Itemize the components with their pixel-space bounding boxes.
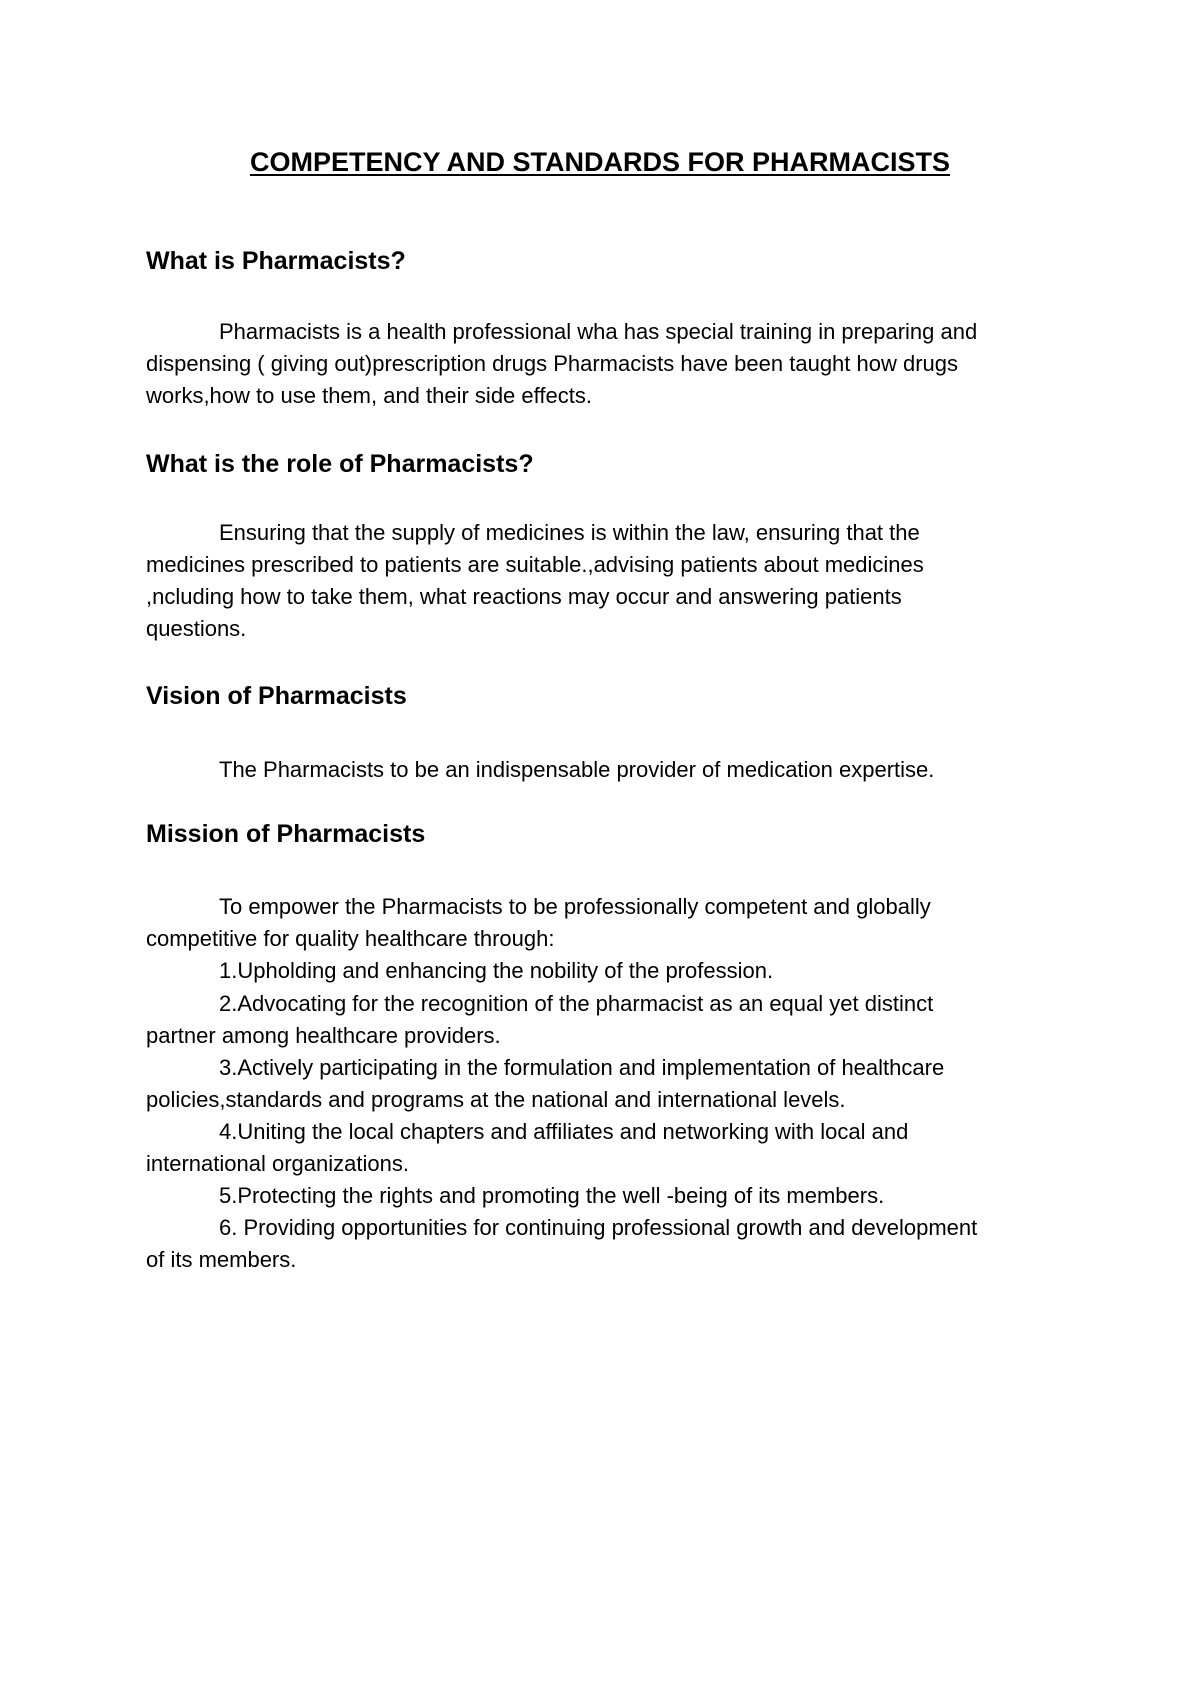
- list-item: 6. Providing opportunities for continuing professional growth and development: [219, 1215, 978, 1240]
- section-heading-what-is: What is Pharmacists?: [146, 247, 406, 275]
- paragraph-line: international organizations.: [146, 1151, 409, 1176]
- paragraph-line: ,ncluding how to take them, what reactions may occur and answering patients: [146, 584, 902, 609]
- paragraph-line: The Pharmacists to be an indispensable provider of medication expertise.: [219, 757, 935, 782]
- paragraph-line: partner among healthcare providers.: [146, 1023, 501, 1048]
- paragraph-line: questions.: [146, 616, 247, 641]
- list-item: 4.Uniting the local chapters and affiliates and networking with local and: [219, 1119, 909, 1144]
- paragraph-line: works,how to use them, and their side effects.: [146, 383, 592, 408]
- paragraph-line: Pharmacists is a health professional wha has special training in preparing and: [219, 319, 978, 344]
- list-item: 2.Advocating for the recognition of the pharmacist as an equal yet distinct: [219, 991, 934, 1016]
- paragraph-line: policies,standards and programs at the national and international levels.: [146, 1087, 846, 1112]
- list-item: 5.Protecting the rights and promoting the well -being of its members.: [219, 1183, 885, 1208]
- list-item: 1.Upholding and enhancing the nobility of the profession.: [219, 958, 774, 983]
- paragraph-line: Ensuring that the supply of medicines is within the law, ensuring that the: [219, 520, 920, 545]
- section-heading-role: What is the role of Pharmacists?: [146, 450, 534, 478]
- list-item: 3.Actively participating in the formulation and implementation of healthcare: [219, 1055, 945, 1080]
- document-title: COMPETENCY AND STANDARDS FOR PHARMACISTS: [249, 147, 951, 177]
- paragraph-line: of its members.: [146, 1247, 297, 1272]
- paragraph-line: dispensing ( giving out)prescription drugs Pharmacists have been taught how drugs: [146, 351, 959, 376]
- paragraph-line: To empower the Pharmacists to be professionally competent and globally: [219, 894, 931, 919]
- section-heading-mission: Mission of Pharmacists: [146, 820, 426, 848]
- paragraph-line: medicines prescribed to patients are suitable.,advising patients about medicines: [146, 552, 924, 577]
- section-heading-vision: Vision of Pharmacists: [146, 682, 407, 710]
- paragraph-line: competitive for quality healthcare through:: [146, 926, 555, 951]
